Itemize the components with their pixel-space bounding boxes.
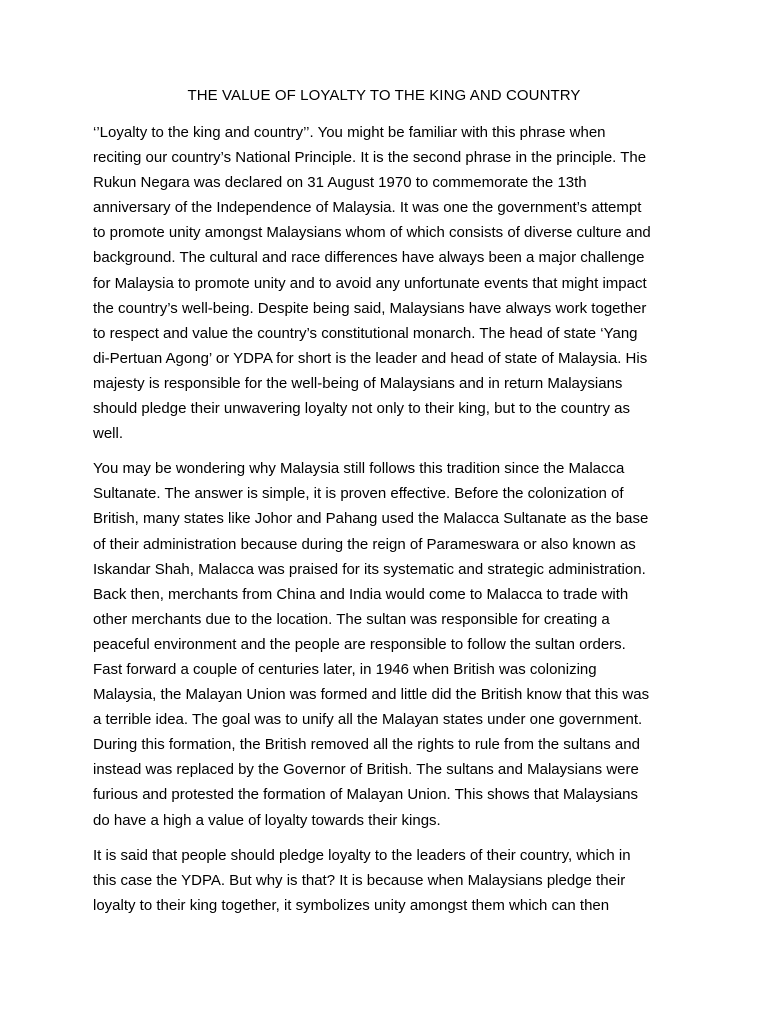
paragraph-line: During this formation, the British removed all the rights to rule from the sultans and — [93, 736, 640, 754]
paragraph-line: to respect and value the country’s constitutional monarch. The head of state ‘Yang — [93, 324, 638, 342]
paragraph-line: reciting our country’s National Principle. It is the second phrase in the principle. The — [93, 149, 647, 167]
paragraph-line: Malaysia, the Malayan Union was formed and little did the British know that this was — [93, 686, 650, 704]
document-body — [93, 120, 676, 928]
paragraph-line: Rukun Negara was declared on 31 August 1970 to commemorate the 13th — [93, 174, 587, 192]
paragraph-line: ‘’Loyalty to the king and country’’. You might be familiar with this phrase when — [93, 124, 606, 141]
paragraph-line: Back then, merchants from China and India would come to Malacca to trade with — [93, 585, 629, 603]
paragraph-2 — [93, 456, 676, 832]
paragraph-line: British, many states like Johor and Pahang used the Malacca Sultanate as the base — [93, 510, 649, 528]
paragraph-line: background. The cultural and race differences have always been a major challenge — [93, 249, 645, 267]
paragraph-line: di-Pertuan Agong’ or YDPA for short is the leader and head of state of Malaysia. His — [93, 349, 648, 367]
document-title: THE VALUE OF LOYALTY TO THE KING AND COUNTRY — [187, 87, 581, 104]
paragraph-3 — [93, 843, 676, 918]
paragraph-line: the country’s well-being. Despite being said, Malaysians have always work together — [93, 299, 647, 317]
paragraph-line: You may be wondering why Malaysia still follows this tradition since the Malacca — [93, 460, 625, 478]
paragraph-line: It is said that people should pledge loyalty to the leaders of their country, which in — [93, 846, 631, 864]
paragraph-line: to promote unity amongst Malaysians whom of which consists of diverse culture and — [93, 224, 651, 242]
paragraph-line: majesty is responsible for the well-being of Malaysians and in return Malaysians — [93, 374, 623, 392]
paragraph-line: should pledge their unwavering loyalty not only to their king, but to the country as — [93, 400, 630, 418]
paragraph-line: anniversary of the Independence of Malaysia. It was one the government’s attempt — [93, 199, 642, 217]
paragraph-line: this case the YDPA. But why is that? It is because when Malaysians pledge their — [93, 871, 626, 889]
paragraph-line: do have a high a value of loyalty towards their kings. — [93, 811, 441, 829]
paragraph-line: for Malaysia to promote unity and to avoid any unfortunate events that might impact — [93, 274, 647, 292]
paragraph-line: Iskandar Shah, Malacca was praised for its systematic and strategic administration. — [93, 560, 646, 578]
paragraph-1 — [93, 120, 676, 446]
paragraph-line: loyalty to their king together, it symbolizes unity amongst them which can then — [93, 896, 610, 914]
paragraph-line: well. — [93, 425, 124, 443]
paragraph-line: furious and protested the formation of Malayan Union. This shows that Malaysians — [93, 786, 639, 804]
paragraph-line: a terrible idea. The goal was to unify all the Malayan states under one government. — [93, 711, 643, 729]
paragraph-line: peaceful environment and the people are responsible to follow the sultan orders. — [93, 635, 626, 653]
paragraph-line: instead was replaced by the Governor of British. The sultans and Malaysians were — [93, 761, 639, 779]
paragraph-line: Fast forward a couple of centuries later, in 1946 when British was colonizing — [93, 660, 597, 678]
paragraph-line: other merchants due to the location. The sultan was responsible for creating a — [93, 610, 610, 628]
paragraph-line: of their administration because during the reign of Parameswara or also known as — [93, 535, 636, 553]
paragraph-line: Sultanate. The answer is simple, it is proven effective. Before the colonization of — [93, 485, 624, 503]
